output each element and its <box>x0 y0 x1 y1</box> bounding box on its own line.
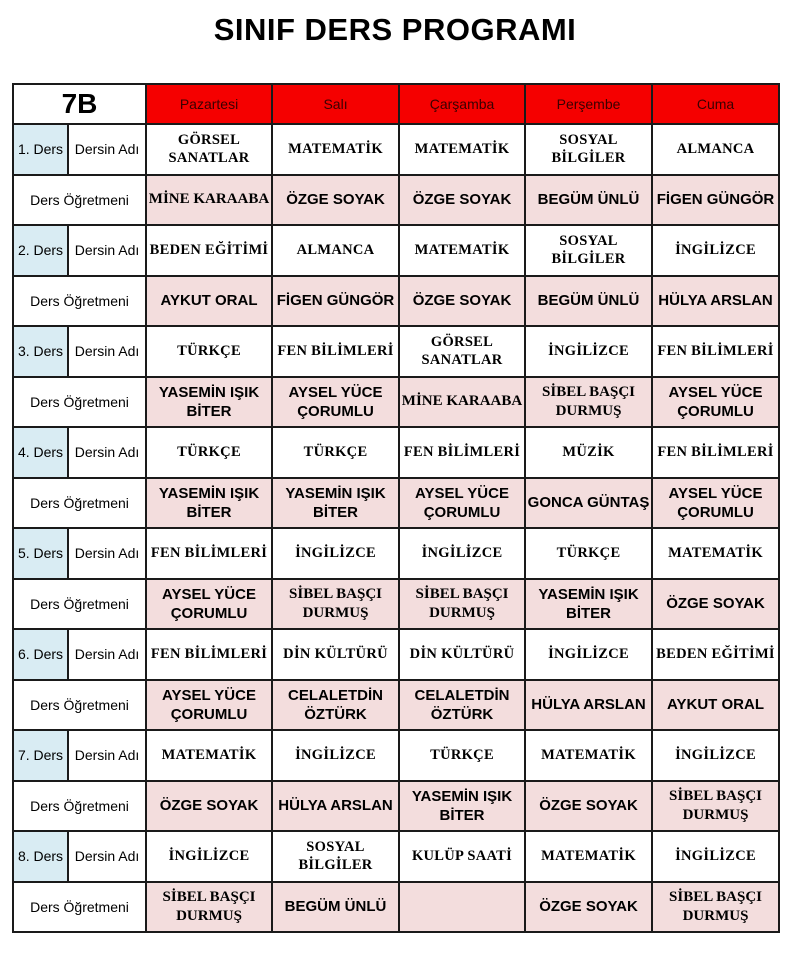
day-header-monday: Pazartesi <box>146 84 272 124</box>
subject-label: Dersin Adı <box>68 124 146 175</box>
teacher-cell-friday: ÖZGE SOYAK <box>652 579 779 630</box>
lesson-number: 8. Ders <box>13 831 68 882</box>
teacher-cell-tuesday: YASEMİN IŞIK BİTER <box>272 478 399 529</box>
teacher-cell-friday: AYSEL YÜCE ÇORUMLU <box>652 478 779 529</box>
subject-cell-wednesday: İNGİLİZCE <box>399 528 525 579</box>
subject-cell-monday: MATEMATİK <box>146 730 272 781</box>
teacher-cell-tuesday: FİGEN GÜNGÖR <box>272 276 399 327</box>
subject-cell-tuesday: İNGİLİZCE <box>272 528 399 579</box>
teacher-cell-monday: AYSEL YÜCE ÇORUMLU <box>146 680 272 731</box>
subject-cell-thursday: MATEMATİK <box>525 831 652 882</box>
lesson-number: 4. Ders <box>13 427 68 478</box>
lesson-row <box>13 831 779 882</box>
lesson-number: 3. Ders <box>13 326 68 377</box>
lesson-number: 5. Ders <box>13 528 68 579</box>
teacher-cell-monday: YASEMİN IŞIK BİTER <box>146 377 272 428</box>
teacher-cell-friday: SİBEL BAŞÇI DURMUŞ <box>652 882 779 933</box>
teacher-cell-wednesday <box>399 882 525 933</box>
subject-cell-tuesday: MATEMATİK <box>272 124 399 175</box>
lesson-number: 6. Ders <box>13 629 68 680</box>
subject-cell-thursday: TÜRKÇE <box>525 528 652 579</box>
teacher-cell-friday: HÜLYA ARSLAN <box>652 276 779 327</box>
teacher-label: Ders Öğretmeni <box>13 781 146 832</box>
teacher-row <box>13 276 779 327</box>
teacher-cell-tuesday: AYSEL YÜCE ÇORUMLU <box>272 377 399 428</box>
teacher-cell-friday: AYKUT ORAL <box>652 680 779 731</box>
lesson-row <box>13 124 779 175</box>
subject-label: Dersin Adı <box>68 831 146 882</box>
teacher-row <box>13 781 779 832</box>
lesson-number: 2. Ders <box>13 225 68 276</box>
subject-cell-thursday: MATEMATİK <box>525 730 652 781</box>
teacher-cell-thursday: BEGÜM ÜNLÜ <box>525 175 652 226</box>
teacher-cell-monday: SİBEL BAŞÇI DURMUŞ <box>146 882 272 933</box>
lesson-row <box>13 326 779 377</box>
teacher-cell-monday: ÖZGE SOYAK <box>146 781 272 832</box>
teacher-cell-monday: MİNE KARAABA <box>146 175 272 226</box>
class-name: 7B <box>13 84 146 124</box>
subject-cell-thursday: SOSYAL BİLGİLER <box>525 124 652 175</box>
subject-label: Dersin Adı <box>68 225 146 276</box>
subject-cell-tuesday: FEN BİLİMLERİ <box>272 326 399 377</box>
subject-cell-monday: FEN BİLİMLERİ <box>146 528 272 579</box>
lesson-row <box>13 730 779 781</box>
page-title: SINIF DERS PROGRAMI <box>213 12 577 47</box>
subject-cell-friday: İNGİLİZCE <box>652 831 779 882</box>
subject-cell-monday: FEN BİLİMLERİ <box>146 629 272 680</box>
day-header-tuesday: Salı <box>272 84 399 124</box>
subject-cell-friday: BEDEN EĞİTİMİ <box>652 629 779 680</box>
teacher-row <box>13 579 779 630</box>
teacher-cell-wednesday: YASEMİN IŞIK BİTER <box>399 781 525 832</box>
subject-label: Dersin Adı <box>68 629 146 680</box>
subject-cell-friday: İNGİLİZCE <box>652 730 779 781</box>
teacher-label: Ders Öğretmeni <box>13 175 146 226</box>
subject-cell-monday: GÖRSEL SANATLAR <box>146 124 272 175</box>
teacher-cell-friday: SİBEL BAŞÇI DURMUŞ <box>652 781 779 832</box>
teacher-cell-wednesday: AYSEL YÜCE ÇORUMLU <box>399 478 525 529</box>
teacher-cell-wednesday: MİNE KARAABA <box>399 377 525 428</box>
subject-cell-monday: TÜRKÇE <box>146 326 272 377</box>
subject-cell-tuesday: ALMANCA <box>272 225 399 276</box>
subject-cell-friday: İNGİLİZCE <box>652 225 779 276</box>
subject-cell-tuesday: İNGİLİZCE <box>272 730 399 781</box>
subject-label: Dersin Adı <box>68 730 146 781</box>
subject-cell-wednesday: TÜRKÇE <box>399 730 525 781</box>
teacher-label: Ders Öğretmeni <box>13 377 146 428</box>
teacher-label: Ders Öğretmeni <box>13 579 146 630</box>
subject-cell-friday: ALMANCA <box>652 124 779 175</box>
lesson-number: 7. Ders <box>13 730 68 781</box>
subject-label: Dersin Adı <box>68 326 146 377</box>
subject-cell-thursday: SOSYAL BİLGİLER <box>525 225 652 276</box>
subject-cell-monday: BEDEN EĞİTİMİ <box>146 225 272 276</box>
teacher-cell-thursday: YASEMİN IŞIK BİTER <box>525 579 652 630</box>
teacher-cell-monday: AYKUT ORAL <box>146 276 272 327</box>
lesson-number: 1. Ders <box>13 124 68 175</box>
lesson-row <box>13 427 779 478</box>
subject-cell-monday: İNGİLİZCE <box>146 831 272 882</box>
lesson-row <box>13 629 779 680</box>
teacher-row <box>13 377 779 428</box>
day-header-friday: Cuma <box>652 84 779 124</box>
subject-cell-thursday: İNGİLİZCE <box>525 326 652 377</box>
subject-cell-friday: FEN BİLİMLERİ <box>652 427 779 478</box>
subject-cell-tuesday: TÜRKÇE <box>272 427 399 478</box>
teacher-cell-thursday: HÜLYA ARSLAN <box>525 680 652 731</box>
teacher-cell-friday: FİGEN GÜNGÖR <box>652 175 779 226</box>
teacher-cell-wednesday: ÖZGE SOYAK <box>399 276 525 327</box>
subject-cell-wednesday: MATEMATİK <box>399 225 525 276</box>
teacher-label: Ders Öğretmeni <box>13 882 146 933</box>
subject-cell-wednesday: GÖRSEL SANATLAR <box>399 326 525 377</box>
subject-cell-monday: TÜRKÇE <box>146 427 272 478</box>
teacher-cell-thursday: BEGÜM ÜNLÜ <box>525 276 652 327</box>
teacher-label: Ders Öğretmeni <box>13 276 146 327</box>
subject-cell-wednesday: MATEMATİK <box>399 124 525 175</box>
teacher-cell-wednesday: ÖZGE SOYAK <box>399 175 525 226</box>
teacher-cell-wednesday: CELALETDİN ÖZTÜRK <box>399 680 525 731</box>
teacher-cell-thursday: GONCA GÜNTAŞ <box>525 478 652 529</box>
teacher-cell-thursday: ÖZGE SOYAK <box>525 781 652 832</box>
subject-cell-friday: FEN BİLİMLERİ <box>652 326 779 377</box>
teacher-cell-friday: AYSEL YÜCE ÇORUMLU <box>652 377 779 428</box>
subject-cell-wednesday: DİN KÜLTÜRÜ <box>399 629 525 680</box>
subject-cell-friday: MATEMATİK <box>652 528 779 579</box>
teacher-cell-tuesday: BEGÜM ÜNLÜ <box>272 882 399 933</box>
teacher-cell-tuesday: ÖZGE SOYAK <box>272 175 399 226</box>
subject-cell-thursday: İNGİLİZCE <box>525 629 652 680</box>
teacher-cell-tuesday: SİBEL BAŞÇI DURMUŞ <box>272 579 399 630</box>
teacher-label: Ders Öğretmeni <box>13 478 146 529</box>
teacher-cell-monday: AYSEL YÜCE ÇORUMLU <box>146 579 272 630</box>
teacher-cell-tuesday: CELALETDİN ÖZTÜRK <box>272 680 399 731</box>
subject-cell-wednesday: KULÜP SAATİ <box>399 831 525 882</box>
teacher-cell-monday: YASEMİN IŞIK BİTER <box>146 478 272 529</box>
teacher-cell-thursday: ÖZGE SOYAK <box>525 882 652 933</box>
teacher-row <box>13 680 779 731</box>
teacher-row <box>13 175 779 226</box>
subject-cell-tuesday: SOSYAL BİLGİLER <box>272 831 399 882</box>
subject-cell-tuesday: DİN KÜLTÜRÜ <box>272 629 399 680</box>
header-row <box>13 84 779 124</box>
teacher-cell-wednesday: SİBEL BAŞÇI DURMUŞ <box>399 579 525 630</box>
subject-cell-thursday: MÜZİK <box>525 427 652 478</box>
day-header-thursday: Perşembe <box>525 84 652 124</box>
teacher-cell-tuesday: HÜLYA ARSLAN <box>272 781 399 832</box>
teacher-label: Ders Öğretmeni <box>13 680 146 731</box>
subject-cell-wednesday: FEN BİLİMLERİ <box>399 427 525 478</box>
subject-label: Dersin Adı <box>68 528 146 579</box>
teacher-row <box>13 882 779 933</box>
day-header-wednesday: Çarşamba <box>399 84 525 124</box>
teacher-cell-thursday: SİBEL BAŞÇI DURMUŞ <box>525 377 652 428</box>
lesson-row <box>13 528 779 579</box>
subject-label: Dersin Adı <box>68 427 146 478</box>
schedule-table <box>12 83 780 933</box>
teacher-row <box>13 478 779 529</box>
lesson-row <box>13 225 779 276</box>
